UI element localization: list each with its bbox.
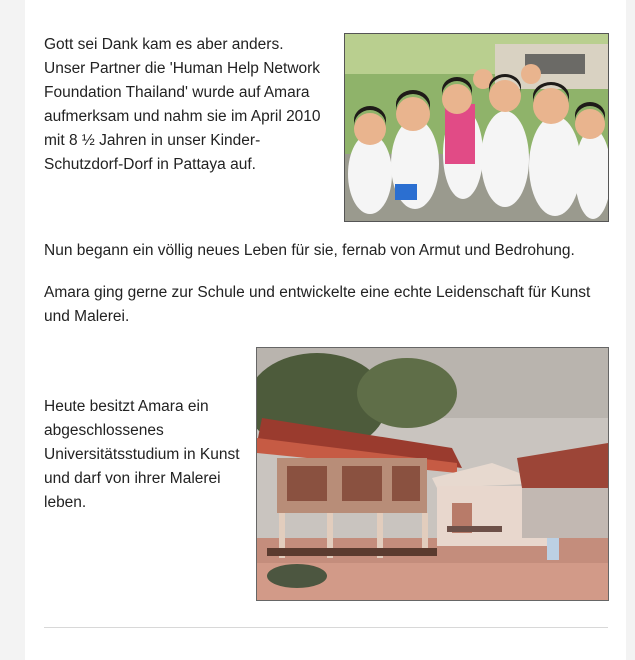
new-life-paragraph: Nun begann ein völlig neues Leben für sie, fernab von Armut und Bedrohung. — [44, 242, 575, 259]
today-paragraph: Heute besitzt Amara ein abgeschlossenes Universitätsstudium in Kunst und darf von ihrer Malerei leben. — [44, 398, 240, 511]
school-paragraph: Amara ging gerne zur Schule und entwickelte eine echte Leidenschaft für Kunst und Malerei. — [44, 284, 591, 325]
section-divider — [44, 627, 608, 628]
children-group-photo — [344, 33, 609, 222]
intro-paragraph: Gott sei Dank kam es aber anders. Unser Partner die 'Human Help Network Foundation Thailand' wurde auf Amara aufmerksam und nahm sie im April 2010 mit 8 ½ Jahren in unser Kinder-Schutzdorf-Dorf in Pattaya auf. — [44, 36, 321, 173]
house-painting-image — [256, 347, 609, 601]
